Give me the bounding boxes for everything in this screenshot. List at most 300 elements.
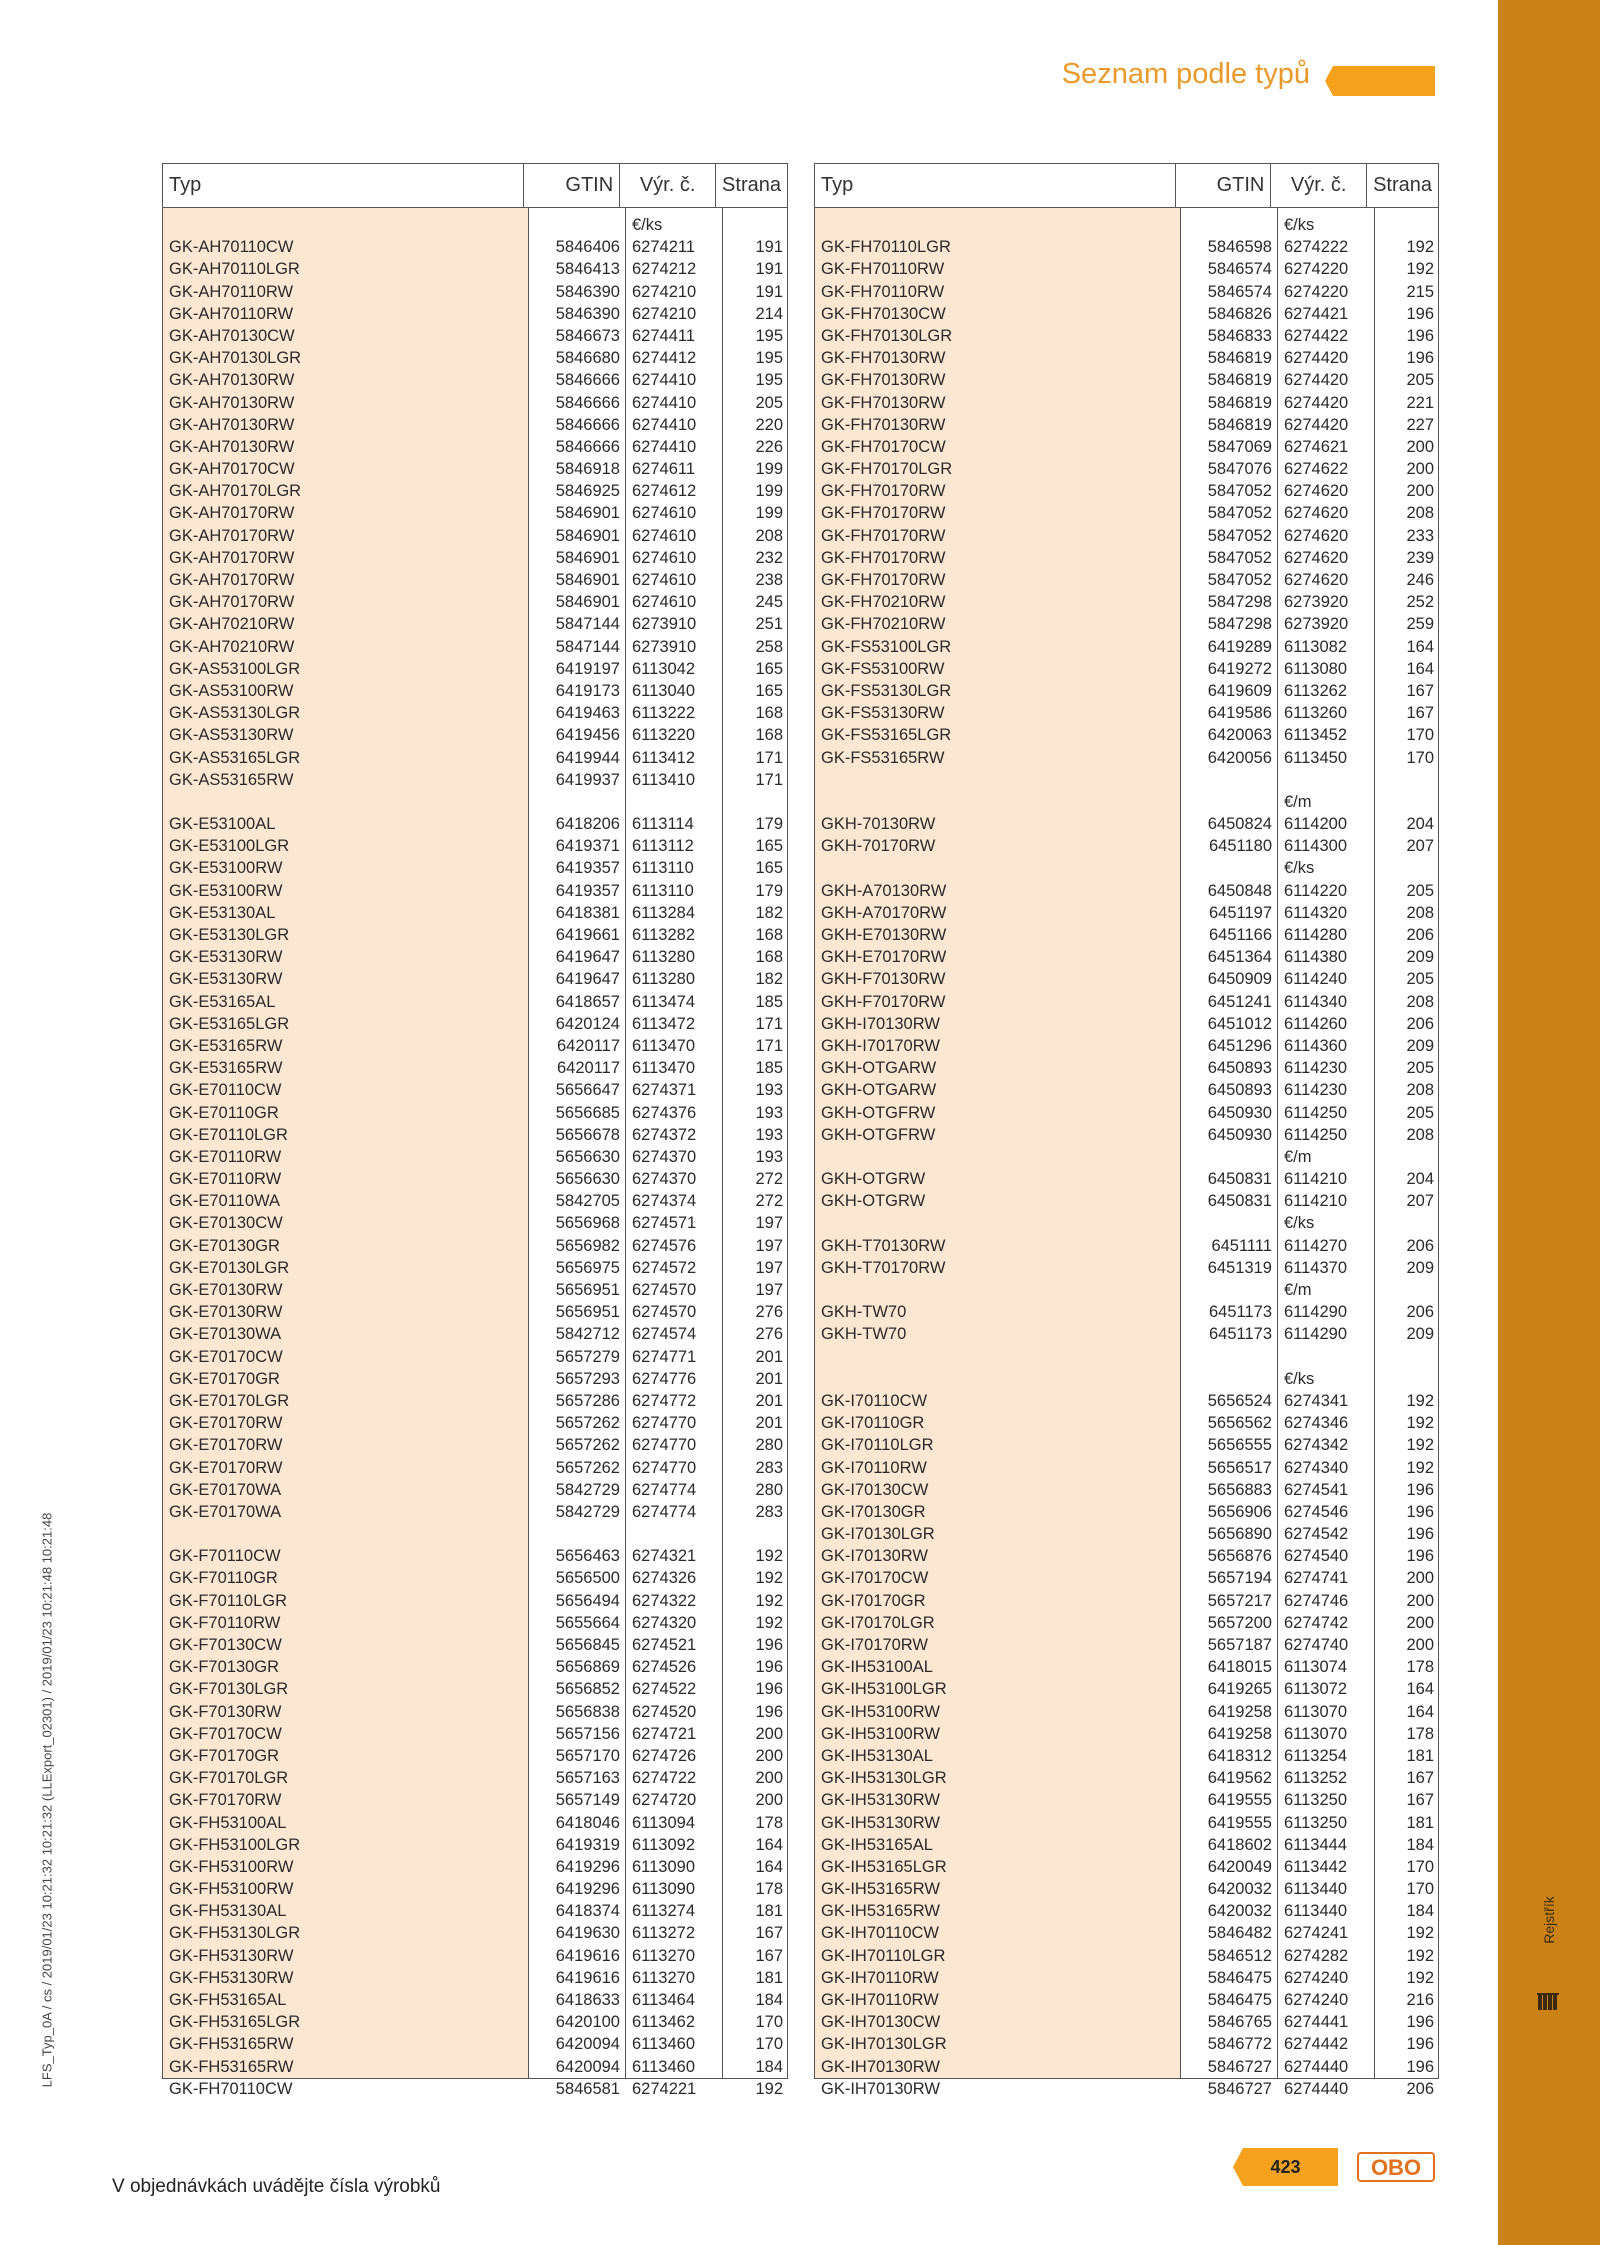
cell-strana: 206 bbox=[1406, 926, 1434, 944]
cell-typ: GK-FH53100RW bbox=[169, 1857, 294, 1876]
cell-vyr: 6114230 bbox=[1284, 1081, 1348, 1100]
cell-vyr: 6274326 bbox=[632, 1569, 697, 1588]
table-row bbox=[163, 1922, 787, 1944]
table-row bbox=[815, 480, 1438, 502]
table-row bbox=[815, 1989, 1438, 2011]
table-row bbox=[815, 1102, 1438, 1124]
cell-vyr: 6113070 bbox=[1284, 1702, 1348, 1721]
cell-typ: GK-I70170CW bbox=[821, 1569, 929, 1588]
cell-vyr: 6113114 bbox=[632, 815, 694, 834]
cell-typ: GK-AH70170RW bbox=[169, 548, 295, 567]
cell-typ: GK-E70110GR bbox=[169, 1103, 279, 1122]
cell-strana: 196 bbox=[1406, 349, 1434, 368]
cell-typ: GK-F70130GR bbox=[169, 1658, 280, 1677]
cell-gtin: 5657163 bbox=[555, 1769, 620, 1788]
table-row bbox=[815, 325, 1438, 347]
cell-gtin: 6419562 bbox=[1207, 1769, 1272, 1788]
cell-strana: 192 bbox=[755, 1613, 783, 1632]
table-row bbox=[815, 1479, 1438, 1501]
cell-vyr: 6274440 bbox=[1284, 2057, 1349, 2076]
table-row bbox=[163, 1856, 787, 1878]
cell-typ: GK-I70170LGR bbox=[821, 1613, 935, 1632]
cell-vyr: 6274210 bbox=[632, 282, 697, 301]
cell-vyr: 6274620 bbox=[1284, 548, 1349, 567]
cell-vyr: 6273910 bbox=[632, 637, 697, 656]
cell-gtin: 5846482 bbox=[1207, 1924, 1272, 1943]
cell-vyr: 6273910 bbox=[632, 615, 697, 634]
table-row bbox=[163, 1057, 787, 1079]
table-row bbox=[815, 1967, 1438, 1989]
cell-strana: 192 bbox=[755, 1569, 783, 1588]
table-row bbox=[163, 857, 787, 879]
cell-vyr: 6113440 bbox=[1284, 1902, 1348, 1921]
cell-gtin: 5656951 bbox=[555, 1303, 620, 1322]
table-row bbox=[163, 1634, 787, 1656]
table-row bbox=[163, 1035, 787, 1057]
table-row bbox=[163, 1257, 787, 1279]
cell-typ: GK-AH70170RW bbox=[169, 571, 295, 589]
cell-gtin: 6420049 bbox=[1207, 1857, 1272, 1876]
cell-typ: GK-FH53130AL bbox=[169, 1902, 287, 1921]
cell-vyr: 6274570 bbox=[632, 1303, 697, 1322]
cell-typ: GK-FH70110CW bbox=[169, 2079, 293, 2098]
cell-typ: GK-AH70110RW bbox=[169, 282, 294, 301]
table-body bbox=[163, 208, 787, 2098]
cell-typ: GK-FH53165AL bbox=[169, 1991, 287, 2009]
cell-typ: GK-AS53100LGR bbox=[169, 659, 301, 678]
cell-strana: 182 bbox=[755, 970, 783, 989]
cell-gtin bbox=[528, 214, 625, 236]
cell-typ: GK-AH70170RW bbox=[169, 504, 295, 523]
cell-strana: 200 bbox=[755, 1746, 783, 1765]
cell-typ: GK-E70170WA bbox=[169, 1480, 282, 1499]
cell-strana: 171 bbox=[755, 1014, 783, 1033]
cell-typ: GK-F70110RW bbox=[169, 1613, 281, 1632]
table-row bbox=[815, 502, 1438, 524]
cell-typ: GK-E53130RW bbox=[169, 948, 283, 967]
cell-vyr: 6274740 bbox=[1284, 1636, 1349, 1654]
table-row bbox=[815, 1612, 1438, 1634]
cell-gtin: 6419609 bbox=[1207, 681, 1272, 700]
table-row bbox=[815, 1523, 1438, 1545]
table-row bbox=[815, 569, 1438, 591]
cell-strana: 193 bbox=[755, 1125, 783, 1144]
cell-strana: 197 bbox=[755, 1214, 783, 1233]
cell-gtin: 6420100 bbox=[555, 2013, 620, 2032]
cell-vyr: 6113412 bbox=[632, 748, 696, 767]
cell-vyr: 6274610 bbox=[632, 593, 697, 612]
table-row bbox=[815, 1301, 1438, 1323]
cell-strana: 179 bbox=[755, 881, 783, 900]
cell-vyr: 6274346 bbox=[1284, 1414, 1349, 1433]
cell-vyr: 6113270 bbox=[632, 1946, 696, 1965]
cell-typ: GKH-OTGRW bbox=[821, 1170, 926, 1189]
cell-gtin: 5846390 bbox=[555, 282, 620, 301]
cell-typ: GK-IH70130CW bbox=[821, 2013, 941, 2032]
cell-strana: 226 bbox=[755, 437, 783, 456]
table-row bbox=[815, 835, 1438, 857]
table-row bbox=[815, 658, 1438, 680]
table-row bbox=[163, 1967, 787, 1989]
cell-vyr: 6114220 bbox=[1284, 881, 1348, 900]
cell-typ: GK-FH70170RW bbox=[821, 482, 946, 501]
table-row bbox=[815, 1945, 1438, 1967]
table-row bbox=[815, 1168, 1438, 1190]
table-row bbox=[815, 1856, 1438, 1878]
cell-strana: 192 bbox=[1406, 260, 1434, 279]
cell-strana: 168 bbox=[755, 726, 783, 745]
cell-typ: GK-FH53130LGR bbox=[169, 1924, 301, 1943]
cell-vyr: 6113472 bbox=[632, 1014, 696, 1033]
cell-vyr: 6274541 bbox=[1284, 1480, 1349, 1499]
cell-gtin: 5846574 bbox=[1207, 260, 1272, 279]
cell-strana bbox=[722, 791, 787, 813]
table-rows bbox=[815, 214, 1438, 2100]
cell-vyr: 6113080 bbox=[1284, 659, 1348, 678]
cell-strana: 205 bbox=[1406, 1103, 1434, 1122]
cell-typ: GK-IH53100AL bbox=[821, 1658, 933, 1677]
table-row bbox=[163, 1102, 787, 1124]
cell-typ: GK-FH70130RW bbox=[821, 349, 946, 368]
cell-typ: GK-IH53130RW bbox=[821, 1813, 940, 1832]
cell-strana: 200 bbox=[1406, 460, 1434, 479]
cell-vyr: 6274770 bbox=[632, 1436, 697, 1455]
cell-vyr: 6113094 bbox=[632, 1813, 696, 1832]
cell-vyr: 6274610 bbox=[632, 571, 697, 589]
table-row bbox=[163, 2011, 787, 2033]
cell-strana: 216 bbox=[1406, 1991, 1434, 2009]
header-tab-marker bbox=[1325, 66, 1435, 96]
cell-strana: 164 bbox=[1406, 1702, 1434, 1721]
cell-strana: 209 bbox=[1406, 1325, 1434, 1344]
cell-vyr: 6114360 bbox=[1284, 1036, 1348, 1055]
cell-typ: GK-I70170GR bbox=[821, 1591, 926, 1610]
cell-gtin: 5842729 bbox=[555, 1480, 620, 1499]
cell-gtin: 5657149 bbox=[555, 1791, 620, 1810]
cell-gtin: 6419616 bbox=[555, 1946, 620, 1965]
cell-gtin: 5847298 bbox=[1207, 615, 1272, 634]
cell-strana: 170 bbox=[1406, 748, 1434, 767]
cell-typ: GK-E70110RW bbox=[169, 1147, 282, 1166]
cell-typ: GKH-I70170RW bbox=[821, 1036, 940, 1055]
cell-gtin: 6450930 bbox=[1207, 1125, 1272, 1144]
cell-gtin: 5656883 bbox=[1207, 1480, 1272, 1499]
cell-typ: GK-FH70170RW bbox=[821, 526, 946, 545]
cell-typ: GK-E70130RW bbox=[169, 1281, 283, 1299]
cell-vyr: 6274370 bbox=[632, 1147, 697, 1166]
cell-gtin: 6419586 bbox=[1207, 704, 1272, 723]
cell-strana: 192 bbox=[1406, 1436, 1434, 1455]
cell-vyr: 6274621 bbox=[1284, 437, 1349, 456]
cell-vyr: 6113262 bbox=[1284, 681, 1348, 700]
cell-vyr: 6113282 bbox=[632, 926, 696, 944]
cell-vyr: 6113450 bbox=[1284, 748, 1348, 767]
cell-typ: GK-E70170RW bbox=[169, 1436, 283, 1455]
cell-strana: 208 bbox=[1406, 504, 1434, 523]
cell-vyr: 6274410 bbox=[632, 437, 697, 456]
cell-strana bbox=[1374, 769, 1438, 791]
cell-vyr: 6274410 bbox=[632, 371, 697, 390]
cell-vyr: 6274610 bbox=[632, 504, 697, 523]
cell-strana: 206 bbox=[1406, 1014, 1434, 1033]
table-row bbox=[815, 591, 1438, 613]
cell-vyr: 6113460 bbox=[632, 2035, 696, 2054]
cell-gtin bbox=[1180, 1279, 1277, 1301]
cell-strana bbox=[722, 214, 787, 236]
cell-gtin bbox=[1180, 1346, 1277, 1368]
cell-typ: GK-E70130RW bbox=[169, 1303, 283, 1322]
cell-vyr: 6274746 bbox=[1284, 1591, 1349, 1610]
table-row bbox=[815, 1812, 1438, 1834]
cell-typ: GK-FH53100RW bbox=[169, 1880, 294, 1899]
cell-typ: GK-FH53165LGR bbox=[169, 2013, 301, 2032]
cell-typ bbox=[163, 1523, 528, 1545]
cell-strana: 168 bbox=[755, 948, 783, 967]
cell-vyr: 6274542 bbox=[1284, 1525, 1349, 1544]
cell-typ: GK-AH70130RW bbox=[169, 415, 295, 434]
table-row bbox=[815, 2056, 1438, 2078]
cell-vyr: 6274411 bbox=[632, 326, 696, 345]
cell-strana: 196 bbox=[755, 1658, 783, 1677]
cell-strana: 196 bbox=[1406, 2057, 1434, 2076]
cell-gtin: 6419357 bbox=[555, 881, 620, 900]
cell-vyr: 6114240 bbox=[1284, 970, 1348, 989]
cell-strana: 201 bbox=[755, 1414, 783, 1433]
cell-vyr: 6274770 bbox=[632, 1458, 697, 1477]
cell-vyr: 6113040 bbox=[632, 681, 696, 700]
print-metadata bbox=[30, 1430, 64, 2170]
cell-vyr: 6113082 bbox=[1284, 637, 1348, 656]
cell-gtin: 6451319 bbox=[1207, 1258, 1272, 1277]
table-row bbox=[815, 1701, 1438, 1723]
cell-strana: 204 bbox=[1406, 815, 1434, 834]
cell-strana: 164 bbox=[755, 1835, 783, 1854]
cell-typ: GKH-OTGARW bbox=[821, 1081, 937, 1100]
sidebar-label[interactable] bbox=[1535, 1880, 1563, 1960]
cell-gtin: 6451173 bbox=[1208, 1325, 1272, 1344]
table-row bbox=[815, 747, 1438, 769]
cell-vyr: 6113254 bbox=[1284, 1746, 1348, 1765]
cell-strana: 192 bbox=[1406, 238, 1434, 257]
cell-gtin: 5656517 bbox=[1207, 1458, 1272, 1477]
cell-gtin: 5846475 bbox=[1207, 1991, 1272, 2009]
cell-vyr: 6113252 bbox=[1284, 1769, 1348, 1788]
cell-vyr: 6113464 bbox=[632, 1991, 696, 2009]
cell-strana: 220 bbox=[755, 415, 783, 434]
table-row bbox=[815, 1124, 1438, 1146]
cell-strana: 245 bbox=[755, 593, 783, 612]
cell-strana: 209 bbox=[1406, 948, 1434, 967]
cell-typ: GK-IH70110CW bbox=[821, 1924, 939, 1943]
cell-typ: GK-E70170RW bbox=[169, 1458, 283, 1477]
table-row bbox=[163, 2056, 787, 2078]
cell-typ: GK-FS53100LGR bbox=[821, 637, 952, 656]
cell-typ: GKH-I70130RW bbox=[821, 1014, 940, 1033]
cell-typ: GK-I70170RW bbox=[821, 1636, 928, 1654]
cell-typ: GK-AS53130RW bbox=[169, 726, 294, 745]
cell-vyr: 6274576 bbox=[632, 1236, 697, 1255]
cell-strana: 196 bbox=[755, 1636, 783, 1654]
cell-gtin: 5842705 bbox=[555, 1192, 620, 1211]
cell-typ: GKH-TW70 bbox=[821, 1325, 907, 1344]
table-row bbox=[815, 680, 1438, 702]
table-row bbox=[815, 636, 1438, 658]
table-row bbox=[163, 1945, 787, 1967]
cell-vyr: 6114260 bbox=[1284, 1014, 1348, 1033]
cell-gtin: 5846901 bbox=[555, 526, 620, 545]
table-row bbox=[163, 1767, 787, 1789]
cell-strana: 238 bbox=[755, 571, 783, 589]
table-row bbox=[815, 1346, 1438, 1368]
cell-strana: 165 bbox=[755, 659, 783, 678]
cell-gtin: 5656630 bbox=[555, 1147, 620, 1166]
cell-typ: GK-AH70170RW bbox=[169, 526, 295, 545]
cell-gtin: 6450831 bbox=[1207, 1192, 1272, 1211]
table-row bbox=[163, 680, 787, 702]
cell-vyr: 6274742 bbox=[1284, 1613, 1349, 1632]
table-row bbox=[163, 325, 787, 347]
cell-typ: GK-FH53100AL bbox=[169, 1813, 287, 1832]
table-row bbox=[163, 636, 787, 658]
sidebar-label-text[interactable]: Rejstřík bbox=[1541, 1896, 1557, 1944]
cell-strana: 193 bbox=[755, 1147, 783, 1166]
cell-vyr: 6114250 bbox=[1284, 1125, 1348, 1144]
cell-gtin: 5846666 bbox=[555, 437, 620, 456]
cell-gtin: 5847144 bbox=[555, 637, 620, 656]
cell-gtin: 6451166 bbox=[1208, 926, 1272, 944]
cell-vyr: 6274741 bbox=[1284, 1569, 1349, 1588]
cell-vyr: 6113250 bbox=[1284, 1791, 1348, 1810]
cell-vyr: 6113462 bbox=[632, 2013, 696, 2032]
cell-typ: GK-E53130AL bbox=[169, 903, 276, 922]
cell-vyr: 6274612 bbox=[632, 482, 697, 501]
cell-typ: GK-FH70130RW bbox=[821, 393, 946, 412]
cell-typ: GK-IH70110LGR bbox=[821, 1946, 946, 1965]
cell-strana: 200 bbox=[755, 1791, 783, 1810]
cell-gtin: 6419258 bbox=[1207, 1702, 1272, 1721]
cell-strana: 168 bbox=[755, 704, 783, 723]
cell-strana: 170 bbox=[755, 2035, 783, 2054]
cell-vyr: 6274210 bbox=[632, 304, 697, 323]
table-row bbox=[815, 1212, 1438, 1234]
cell-strana: 199 bbox=[755, 504, 783, 523]
table-row bbox=[815, 458, 1438, 480]
cell-strana: 200 bbox=[755, 1769, 783, 1788]
cell-strana: 201 bbox=[755, 1369, 783, 1388]
cell-vyr: 6274372 bbox=[632, 1125, 697, 1144]
cell-vyr: 6274342 bbox=[1284, 1436, 1349, 1455]
cell-vyr: 6274410 bbox=[632, 393, 697, 412]
page-number: 423 bbox=[1270, 2157, 1301, 2177]
cell-typ: GK-F70170GR bbox=[169, 1746, 280, 1765]
cell-strana: 196 bbox=[1406, 326, 1434, 345]
table-header bbox=[815, 164, 1438, 208]
cell-gtin: 6450824 bbox=[1207, 815, 1272, 834]
table-row bbox=[815, 1723, 1438, 1745]
cell-strana: 185 bbox=[755, 992, 783, 1011]
cell-typ: GKH-A70130RW bbox=[821, 881, 947, 900]
cell-typ: GK-IH53100LGR bbox=[821, 1680, 947, 1699]
cell-strana: 196 bbox=[755, 1702, 783, 1721]
cell-gtin: 5656494 bbox=[555, 1591, 620, 1610]
table-row bbox=[163, 1900, 787, 1922]
cell-gtin: 6419296 bbox=[555, 1857, 620, 1876]
table-row bbox=[815, 1922, 1438, 1944]
table-row bbox=[815, 2078, 1438, 2100]
table-row bbox=[163, 724, 787, 746]
cell-strana: 204 bbox=[1406, 1170, 1434, 1189]
table-row bbox=[815, 1501, 1438, 1523]
table-row bbox=[163, 236, 787, 258]
cell-typ: GK-FH70210RW bbox=[821, 593, 946, 612]
cell-strana: 197 bbox=[755, 1236, 783, 1255]
cell-typ: GK-FH70170RW bbox=[821, 548, 946, 567]
table-row bbox=[815, 813, 1438, 835]
cell-strana: 167 bbox=[1406, 704, 1434, 723]
table-row bbox=[815, 724, 1438, 746]
cell-typ: GK-AH70170RW bbox=[169, 593, 295, 612]
cell-typ: GK-E53130LGR bbox=[169, 926, 290, 944]
cell-strana: 185 bbox=[755, 1059, 783, 1078]
cell-strana: 178 bbox=[755, 1813, 783, 1832]
cell-vyr: 6113274 bbox=[632, 1902, 696, 1921]
cell-typ: GKH-T70130RW bbox=[821, 1236, 946, 1255]
cell-gtin: 6418046 bbox=[555, 1813, 620, 1832]
cell-vyr: 6113410 bbox=[632, 770, 696, 789]
table-row bbox=[815, 1590, 1438, 1612]
table-row bbox=[163, 1124, 787, 1146]
cell-typ: GK-F70170RW bbox=[169, 1791, 282, 1810]
header-strana: Strana bbox=[715, 164, 787, 207]
header-gtin: GTIN bbox=[1175, 164, 1271, 207]
cell-strana: 207 bbox=[1406, 837, 1434, 856]
table-row bbox=[163, 747, 787, 769]
cell-vyr: 6274376 bbox=[632, 1103, 697, 1122]
cell-typ: GK-FS53130RW bbox=[821, 704, 945, 723]
cell-strana: 208 bbox=[1406, 1081, 1434, 1100]
cell-gtin: 5656630 bbox=[555, 1170, 620, 1189]
cell-strana: 191 bbox=[755, 238, 783, 257]
cell-typ: GK-E70170WA bbox=[169, 1502, 282, 1521]
table-row bbox=[163, 880, 787, 902]
cell-strana bbox=[1374, 791, 1438, 813]
table-row bbox=[163, 1212, 787, 1234]
cell-strana: 283 bbox=[755, 1458, 783, 1477]
table-row bbox=[815, 525, 1438, 547]
cell-typ: GK-E53100AL bbox=[169, 815, 276, 834]
cell-vyr: 6113222 bbox=[632, 704, 696, 723]
cell-typ: GKH-E70170RW bbox=[821, 948, 947, 967]
cell-gtin: 6419357 bbox=[555, 859, 620, 878]
cell-strana: 165 bbox=[755, 837, 783, 856]
cell-vyr: 6274540 bbox=[1284, 1547, 1349, 1566]
cell-strana: 200 bbox=[1406, 1569, 1434, 1588]
table-row bbox=[815, 1767, 1438, 1789]
cell-vyr: 6274440 bbox=[1284, 2079, 1349, 2098]
obo-logo bbox=[1357, 2152, 1435, 2182]
cell-vyr: 6274722 bbox=[632, 1769, 697, 1788]
cell-vyr: 6274370 bbox=[632, 1170, 697, 1189]
table-row bbox=[163, 1812, 787, 1834]
cell-gtin: 5846680 bbox=[555, 349, 620, 368]
table-row bbox=[815, 303, 1438, 325]
cell-strana: 167 bbox=[1406, 681, 1434, 700]
cell-typ: GKH-OTGRW bbox=[821, 1192, 926, 1211]
cell-typ: GK-E70130GR bbox=[169, 1236, 280, 1255]
cell-strana: 227 bbox=[1406, 415, 1434, 434]
cell-vyr: 6273920 bbox=[1284, 615, 1349, 634]
cell-strana: 214 bbox=[755, 304, 783, 323]
